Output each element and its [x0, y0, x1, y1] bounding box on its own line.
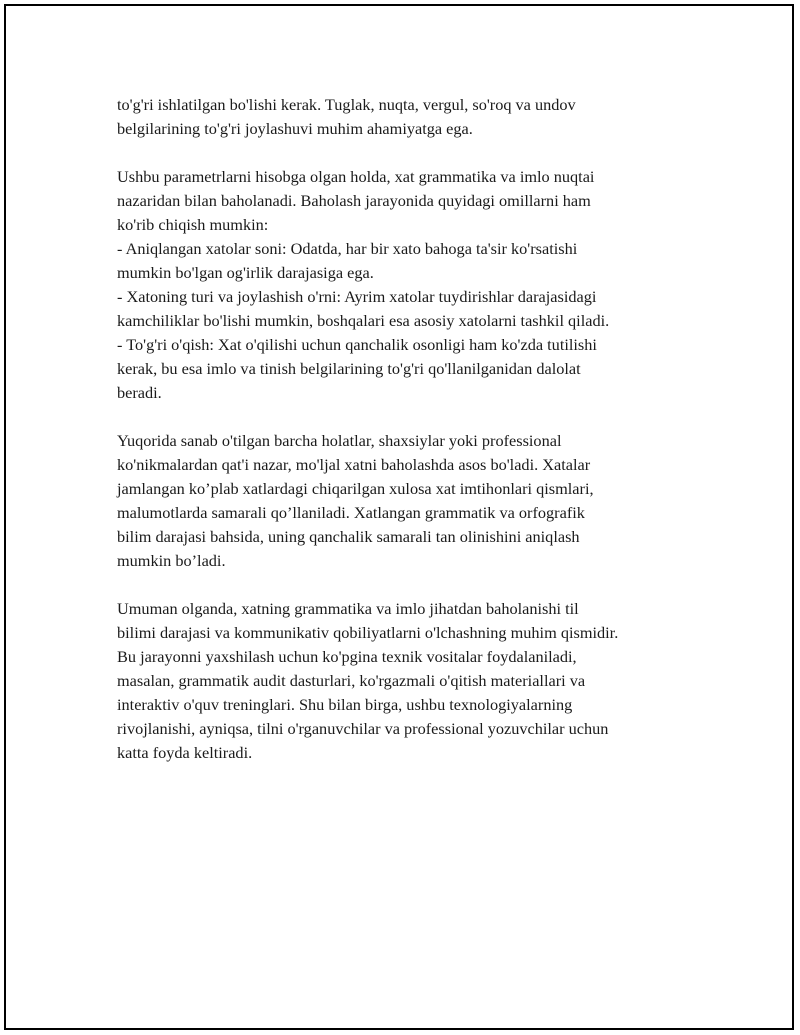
text-line: bilimi darajasi va kommunikativ qobiliyatlarni o'lchashning muhim qismidir. — [117, 623, 619, 642]
text-line: to'g'ri ishlatilgan bo'lishi kerak. Tuglak, nuqta, vergul, so'roq va undov — [117, 95, 576, 114]
text-line: kerak, bu esa imlo va tinish belgilarining to'g'ri qo'llanilganidan dalolat — [117, 359, 581, 378]
text-line: ko'nikmalardan qat'i nazar, mo'ljal xatni baholashda asos bo'ladi. Xatalar — [117, 455, 591, 474]
text-line: mumkin bo’ladi. — [117, 551, 226, 570]
text-line: Umuman olganda, xatning grammatika va imlo jihatdan baholanishi til — [117, 599, 579, 618]
paragraph-1 — [117, 93, 697, 141]
text-line: nazaridan bilan baholanadi. Baholash jarayonida quyidagi omillarni ham — [117, 191, 591, 210]
document-body — [117, 93, 697, 789]
text-line: Ushbu parametrlarni hisobga olgan holda, xat grammatika va imlo nuqtai — [117, 167, 595, 186]
text-line: kamchiliklar bo'lishi mumkin, boshqalari esa asosiy xatolarni tashkil qiladi. — [117, 311, 610, 330]
text-line: ko'rib chiqish mumkin: — [117, 215, 269, 234]
paragraph-3 — [117, 429, 697, 573]
list-item-line: - Aniqlangan xatolar soni: Odatda, har bir xato bahoga ta'sir ko'rsatishi — [117, 239, 578, 258]
text-line: bilim darajasi bahsida, uning qanchalik samarali tan olinishini aniqlash — [117, 527, 580, 546]
text-line: mumkin bo'lgan og'irlik darajasiga ega. — [117, 263, 374, 282]
text-line: masalan, grammatik audit dasturlari, ko'rgazmali o'qitish materiallari va — [117, 671, 586, 690]
text-line: Bu jarayonni yaxshilash uchun ko'pgina texnik vositalar foydalaniladi, — [117, 647, 577, 666]
text-line: beradi. — [117, 383, 162, 402]
text-line: interaktiv o'quv treninglari. Shu bilan birga, ushbu texnologiyalarning — [117, 695, 573, 714]
text-line: Yuqorida sanab o'tilgan barcha holatlar, shaxsiylar yoki professional — [117, 431, 562, 450]
text-line: belgilarining to'g'ri joylashuvi muhim ahamiyatga ega. — [117, 119, 473, 138]
list-item-line: - To'g'ri o'qish: Xat o'qilishi uchun qanchalik osonligi ham ko'zda tutilishi — [117, 335, 597, 354]
text-line: jamlangan ko’plab xatlardagi chiqarilgan xulosa xat imtihonlari qismlari, — [117, 479, 594, 498]
text-line: katta foyda keltiradi. — [117, 743, 253, 762]
paragraph-2 — [117, 165, 697, 405]
paragraph-4 — [117, 597, 697, 765]
text-line: rivojlanishi, ayniqsa, tilni o'rganuvchilar va professional yozuvchilar uchun — [117, 719, 609, 738]
text-line: malumotlarda samarali qo’llaniladi. Xatlangan grammatik va orfografik — [117, 503, 585, 522]
list-item-line: - Xatoning turi va joylashish o'rni: Ayrim xatolar tuydirishlar darajasidagi — [117, 287, 597, 306]
